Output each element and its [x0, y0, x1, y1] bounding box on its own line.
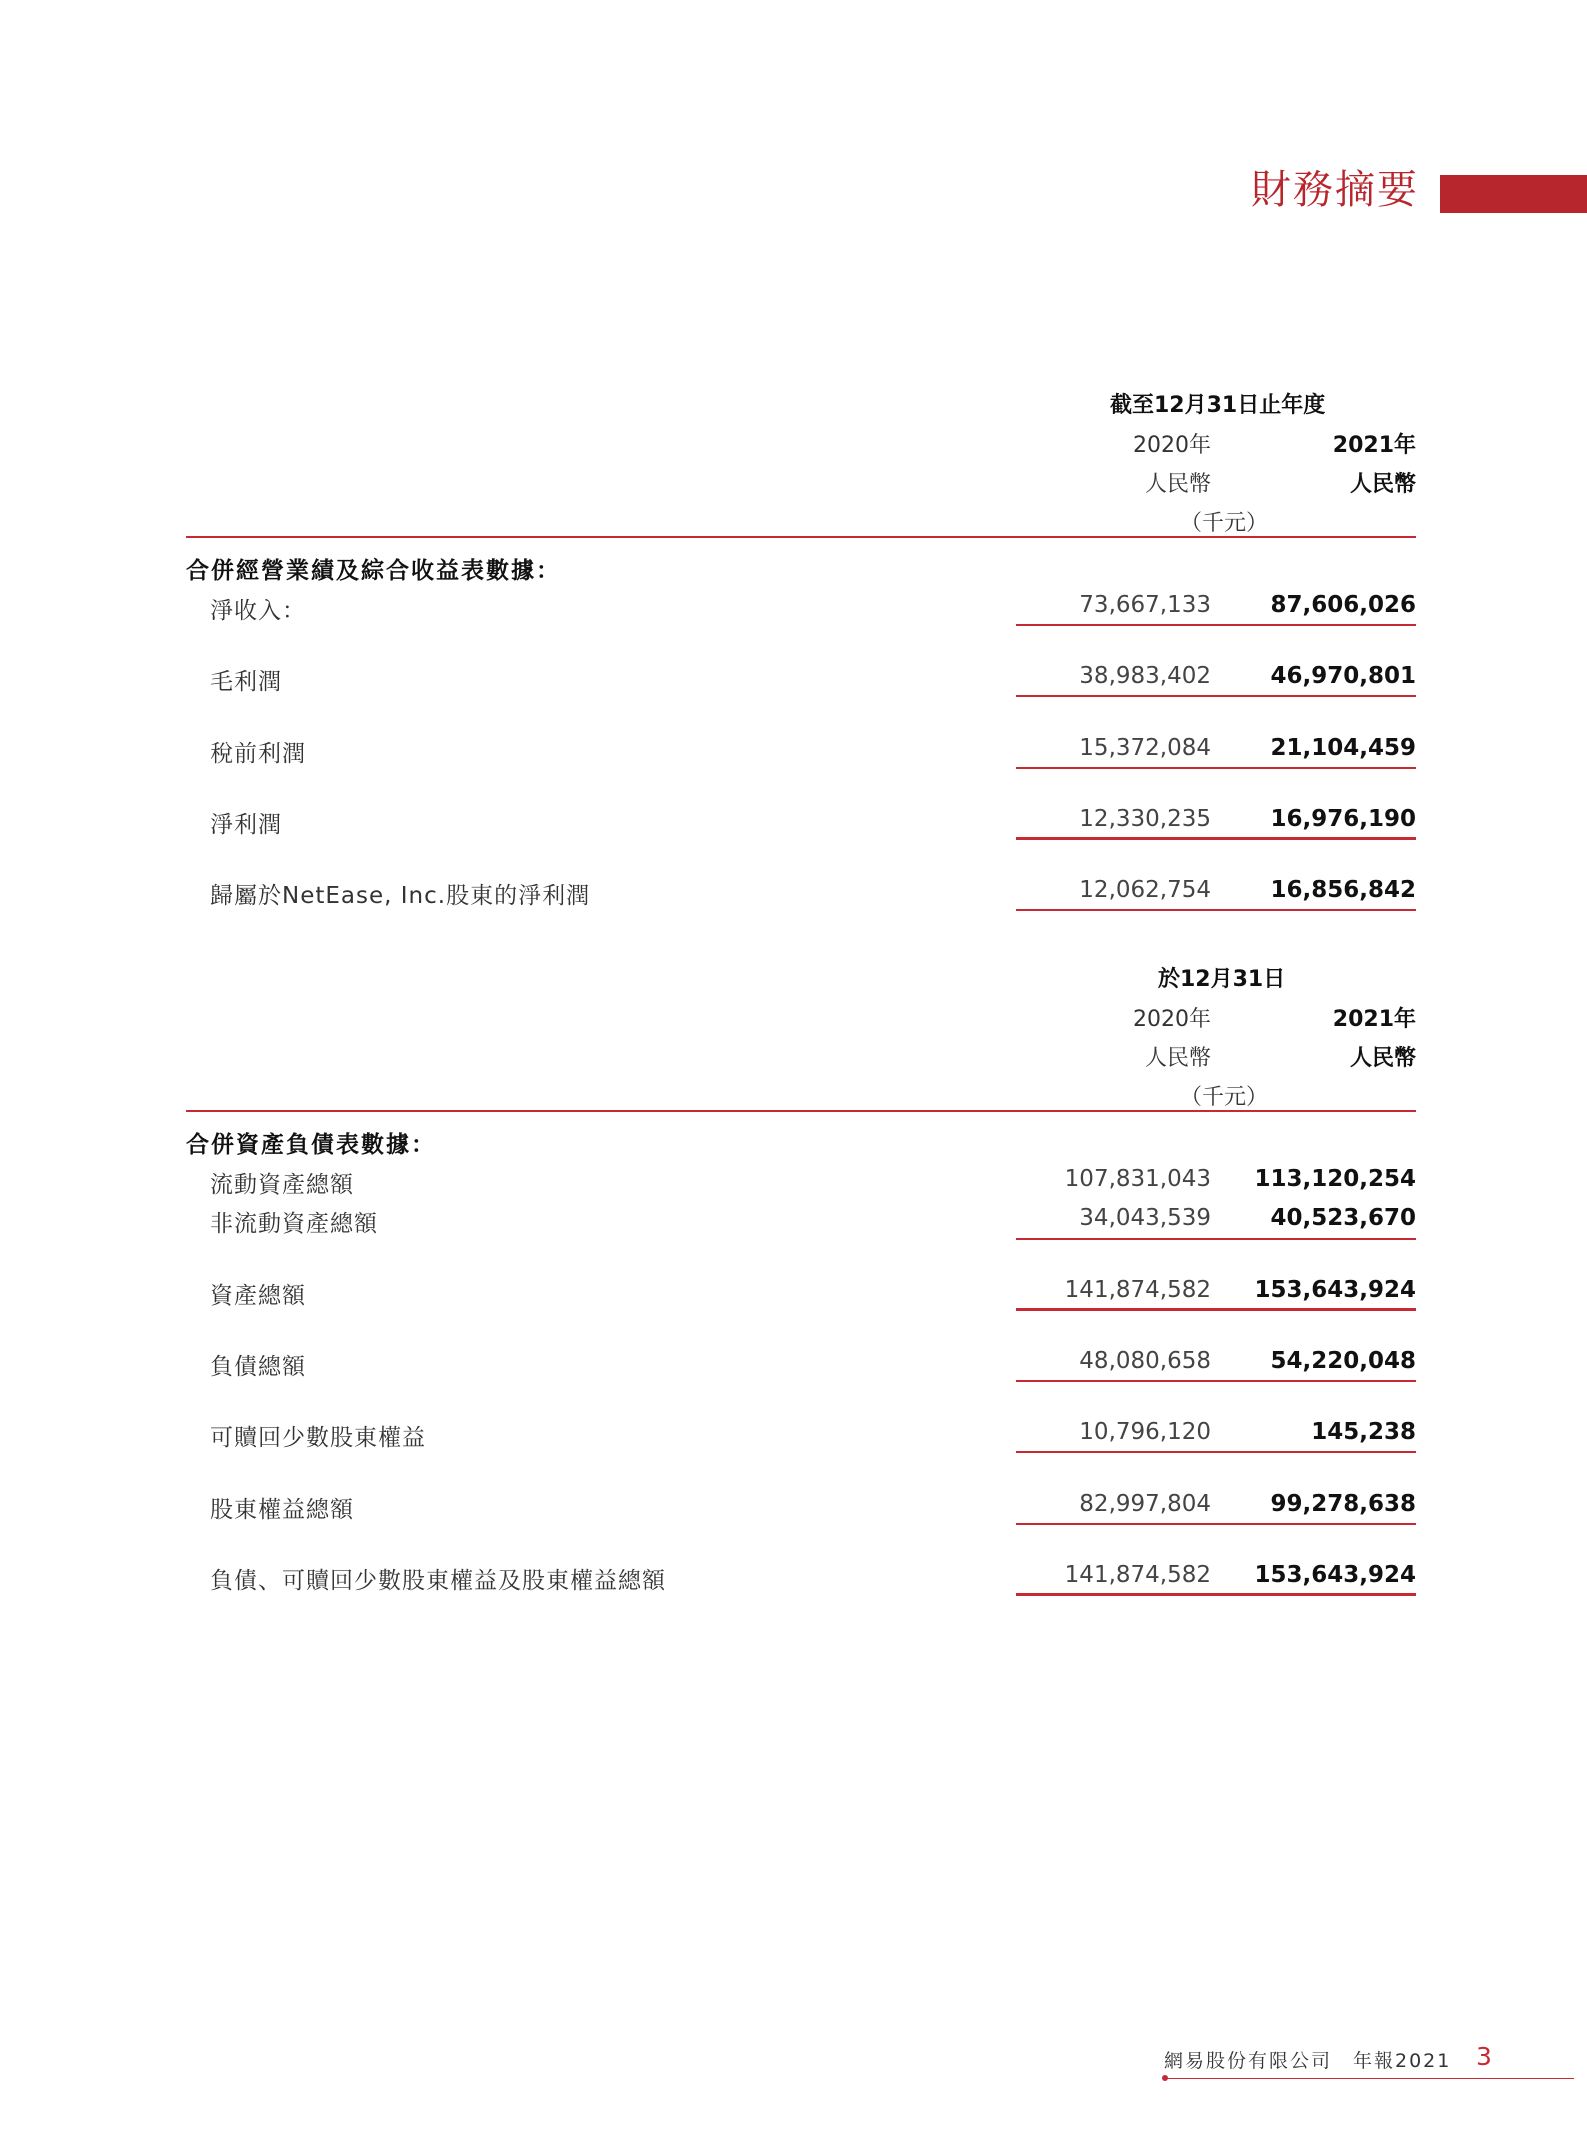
row-label: 歸屬於NetEase, Inc.股東的淨利潤: [210, 883, 591, 909]
row-rule: [1016, 1451, 1416, 1453]
footer-dot: [1162, 2075, 1168, 2081]
row-value-2020: 38,983,402: [1079, 663, 1211, 689]
row-value-2021: 54,220,048: [1270, 1348, 1416, 1374]
row-label: 資產總額: [210, 1283, 306, 1309]
row-value-2020: 82,997,804: [1079, 1491, 1211, 1517]
balance-col-2021-year: 2021年: [1332, 1007, 1416, 1032]
balance-unit: （千元）: [1180, 1085, 1269, 1110]
row-rule: [1016, 1593, 1416, 1596]
footer-rule: [1164, 2078, 1574, 2079]
income-header-rule: [186, 536, 1416, 538]
row-value-2021: 16,976,190: [1270, 806, 1416, 832]
row-label: 稅前利潤: [210, 741, 306, 767]
row-value-2020: 10,796,120: [1079, 1419, 1211, 1445]
footer-company-report: 網易股份有限公司 年報2021: [1164, 2050, 1452, 2072]
row-rule: [1016, 909, 1416, 911]
row-value-2020: 12,062,754: [1079, 877, 1211, 903]
row-label: 可贖回少數股東權益: [210, 1425, 426, 1451]
page-title: 財務摘要: [1251, 167, 1419, 213]
row-value-2021: 16,856,842: [1270, 877, 1416, 903]
row-label: 毛利潤: [210, 669, 282, 695]
row-rule: [1016, 837, 1416, 840]
row-label: 股東權益總額: [210, 1497, 354, 1523]
balance-section-title: 合併資產負債表數據：: [186, 1132, 436, 1158]
income-col-2020-currency: 人民幣: [1144, 472, 1211, 497]
balance-col-2020-year: 2020年: [1133, 1007, 1211, 1032]
row-rule: [1016, 767, 1416, 769]
row-rule: [1016, 624, 1416, 626]
row-value-2020: 73,667,133: [1079, 592, 1211, 618]
header-accent-bar: [1440, 175, 1587, 213]
row-value-2021: 145,238: [1311, 1419, 1416, 1445]
row-value-2020: 141,874,582: [1064, 1562, 1211, 1588]
row-label: 流動資產總額: [210, 1172, 354, 1198]
balance-col-2020-currency: 人民幣: [1144, 1046, 1211, 1071]
row-value-2020: 34,043,539: [1079, 1205, 1211, 1231]
income-col-2020-year: 2020年: [1133, 433, 1211, 458]
income-section-title: 合併經營業績及綜合收益表數據：: [186, 558, 561, 584]
income-period-header: 截至12月31日止年度: [1110, 393, 1326, 418]
row-value-2020: 107,831,043: [1064, 1166, 1211, 1192]
row-rule: [1016, 695, 1416, 697]
row-value-2021: 153,643,924: [1254, 1277, 1416, 1303]
income-col-2021-currency: 人民幣: [1349, 472, 1416, 497]
balance-col-2021-currency: 人民幣: [1349, 1046, 1416, 1071]
row-value-2020: 48,080,658: [1079, 1348, 1211, 1374]
row-rule: [1016, 1523, 1416, 1525]
row-value-2021: 46,970,801: [1270, 663, 1416, 689]
row-rule: [1016, 1380, 1416, 1382]
page-number: 3: [1476, 2042, 1492, 2071]
balance-header-rule: [186, 1110, 1416, 1112]
row-label: 非流動資產總額: [210, 1211, 378, 1237]
row-value-2020: 15,372,084: [1079, 735, 1211, 761]
row-label: 負債總額: [210, 1354, 306, 1380]
row-value-2021: 21,104,459: [1270, 735, 1416, 761]
row-value-2021: 113,120,254: [1254, 1166, 1416, 1192]
row-value-2021: 99,278,638: [1270, 1491, 1416, 1517]
row-value-2021: 153,643,924: [1254, 1562, 1416, 1588]
row-label: 淨利潤: [210, 812, 282, 838]
row-label: 淨收入：: [210, 598, 306, 624]
income-col-2021-year: 2021年: [1332, 433, 1416, 458]
row-rule: [1016, 1238, 1416, 1240]
row-value-2021: 40,523,670: [1270, 1205, 1416, 1231]
income-unit: （千元）: [1180, 511, 1269, 536]
row-value-2020: 141,874,582: [1064, 1277, 1211, 1303]
row-value-2021: 87,606,026: [1270, 592, 1416, 618]
balance-period-header: 於12月31日: [1158, 967, 1286, 992]
row-rule: [1016, 1308, 1416, 1311]
row-label: 負債、可贖回少數股東權益及股東權益總額: [210, 1568, 666, 1594]
row-value-2020: 12,330,235: [1079, 806, 1211, 832]
